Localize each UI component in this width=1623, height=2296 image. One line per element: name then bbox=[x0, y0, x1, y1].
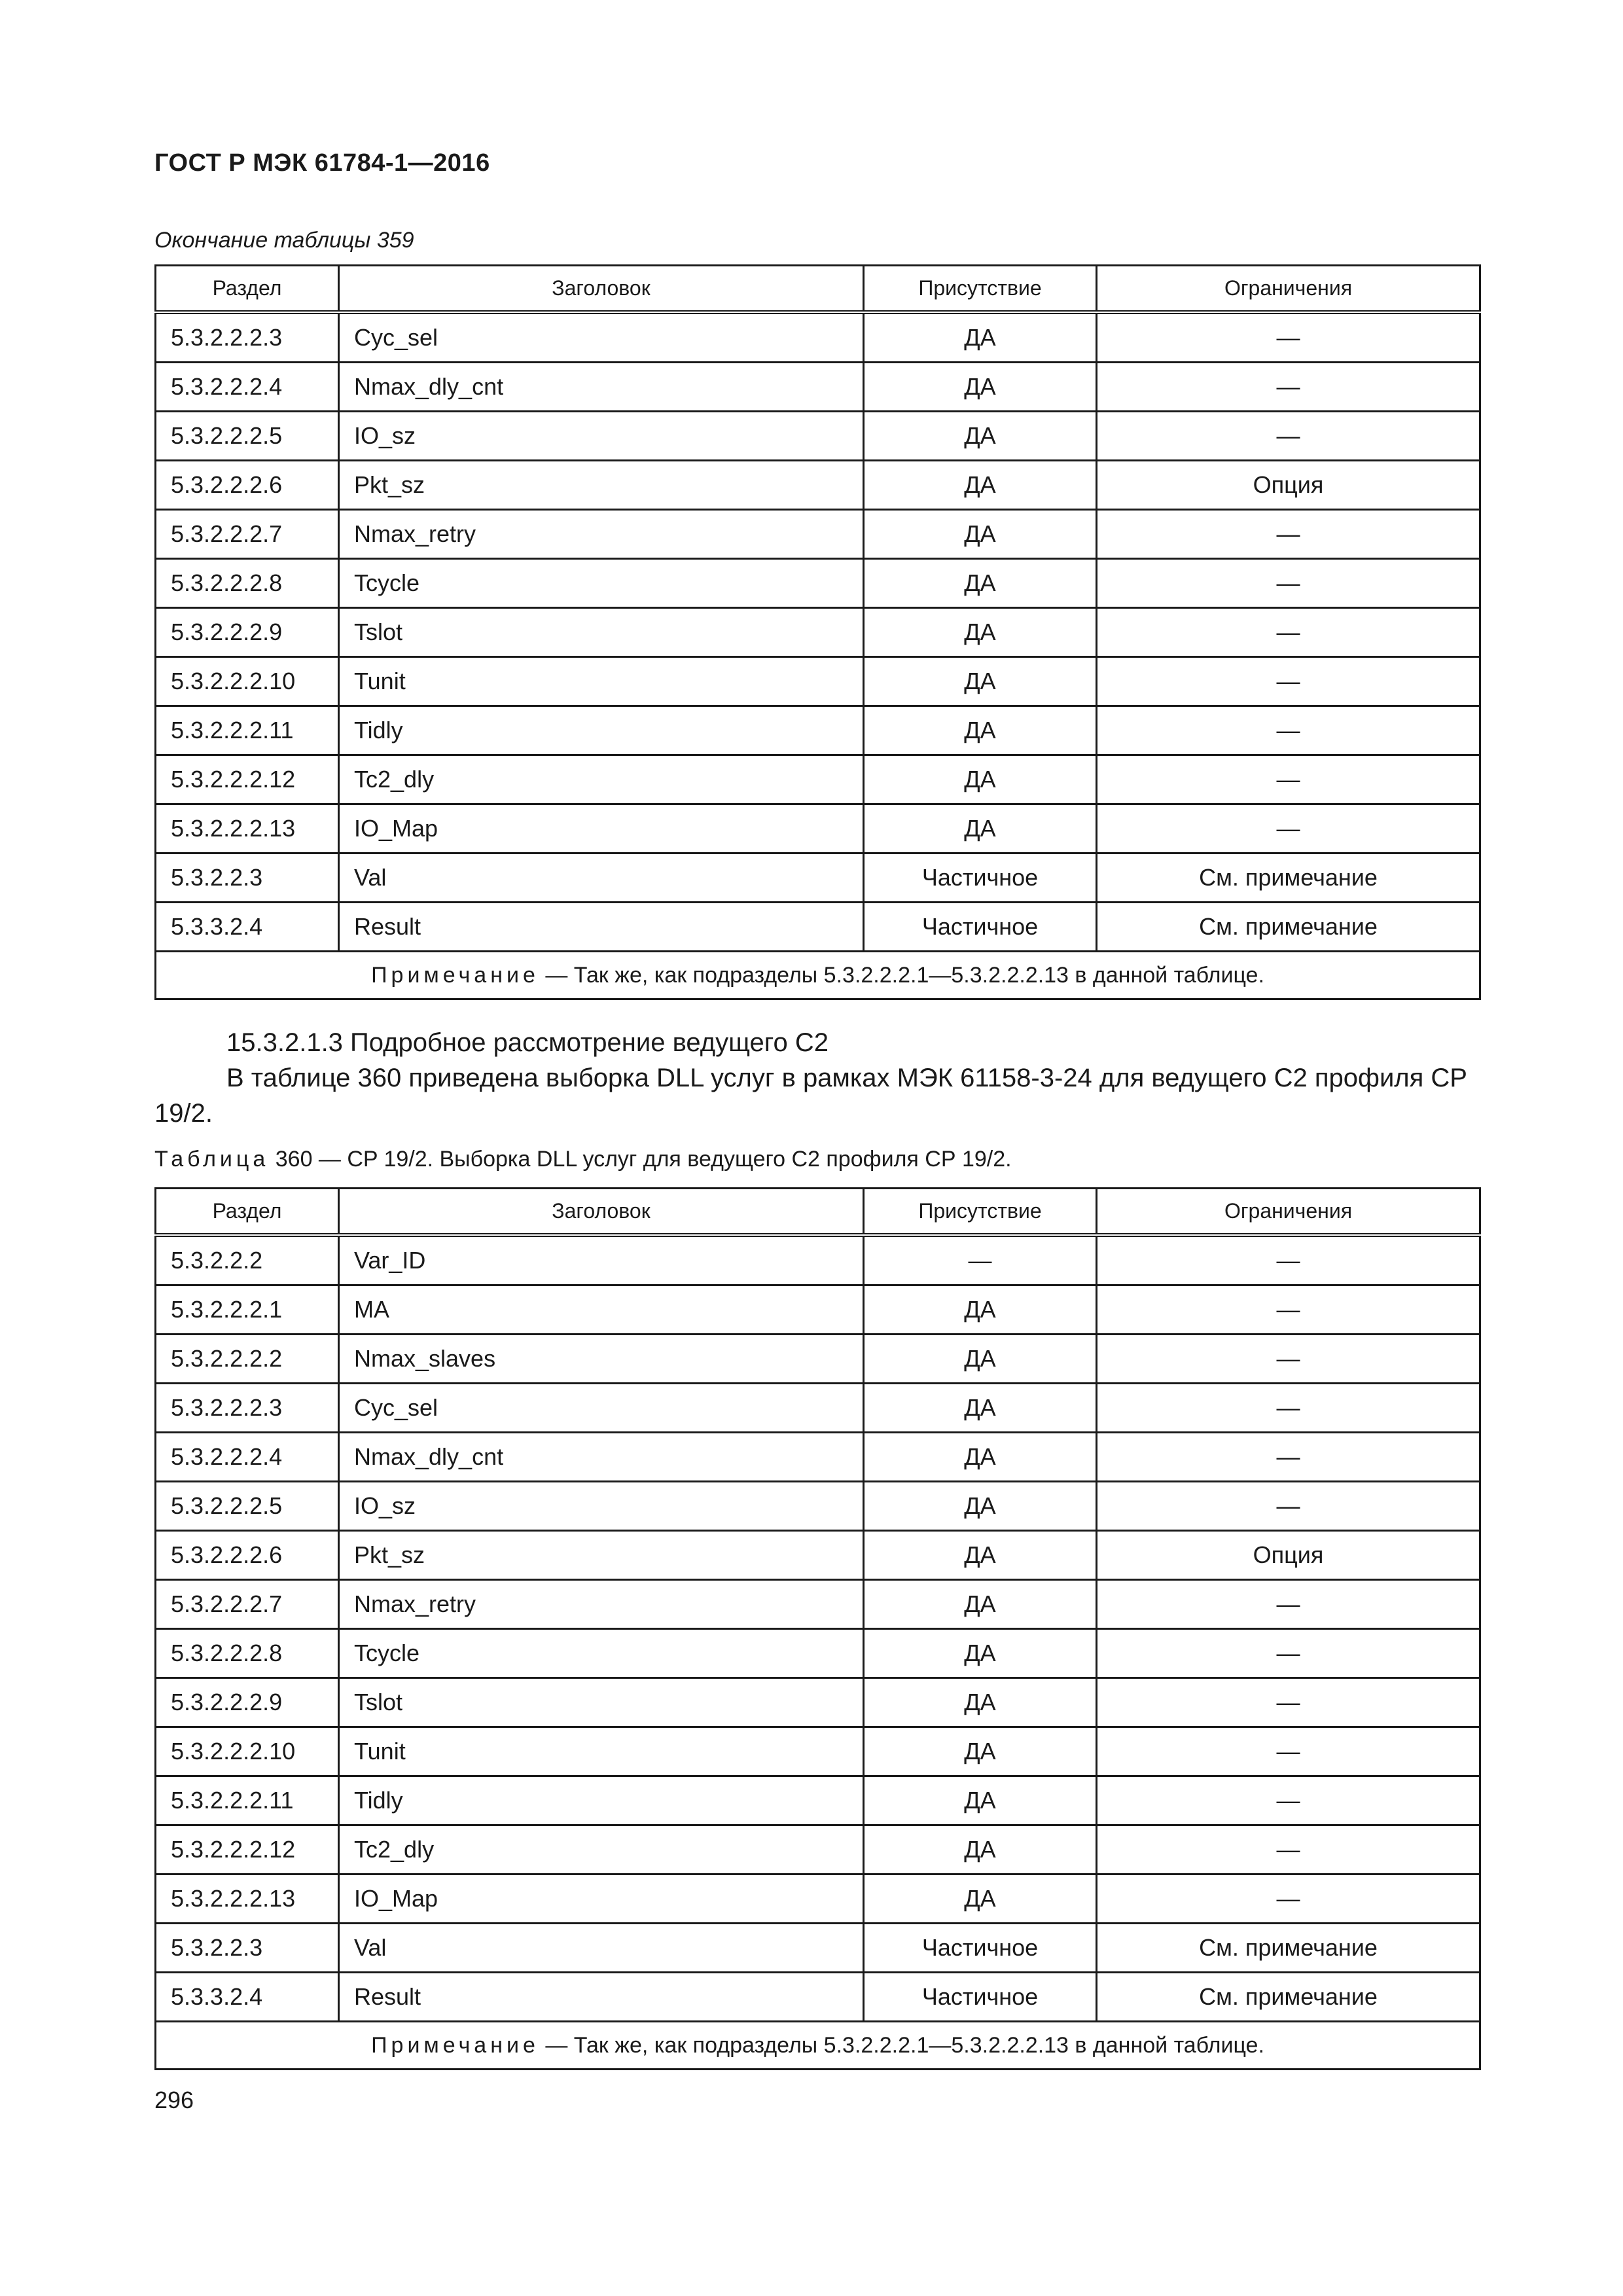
cell-title: IO_sz bbox=[339, 412, 864, 461]
table-row bbox=[156, 1384, 1480, 1433]
table-row bbox=[156, 1825, 1480, 1874]
cell-presence: ДА bbox=[864, 1629, 1097, 1678]
table-row bbox=[156, 1727, 1480, 1776]
cell-constraints: — bbox=[1097, 1825, 1480, 1874]
table-row bbox=[156, 1678, 1480, 1727]
table-row bbox=[156, 1580, 1480, 1629]
cell-constraints: — bbox=[1097, 1678, 1480, 1727]
cell-constraints: — bbox=[1097, 1727, 1480, 1776]
cell-presence: Частичное bbox=[864, 1924, 1097, 1973]
cell-presence: ДА bbox=[864, 706, 1097, 755]
column-header-section: Раздел bbox=[156, 1189, 339, 1236]
cell-title: Tcycle bbox=[339, 559, 864, 608]
cell-section: 5.3.2.2.2.12 bbox=[156, 755, 339, 804]
table-360-title bbox=[154, 1147, 1012, 1172]
cell-section: 5.3.2.2.2.4 bbox=[156, 1433, 339, 1482]
cell-section: 5.3.3.2.4 bbox=[156, 1973, 339, 2022]
cell-presence: ДА bbox=[864, 1384, 1097, 1433]
cell-constraints: — bbox=[1097, 657, 1480, 706]
note-label: Примечание bbox=[371, 2032, 539, 2058]
section-heading: 15.3.2.1.3 Подробное рассмотрение ведущего С2 bbox=[226, 1028, 829, 1057]
cell-constraints: — bbox=[1097, 1629, 1480, 1678]
table-row bbox=[156, 1335, 1480, 1384]
cell-constraints: — bbox=[1097, 1384, 1480, 1433]
cell-constraints: Опция bbox=[1097, 461, 1480, 510]
cell-presence: Частичное bbox=[864, 1973, 1097, 2022]
cell-section: 5.3.2.2.2.1 bbox=[156, 1285, 339, 1335]
table-row bbox=[156, 755, 1480, 804]
table-row bbox=[156, 1874, 1480, 1924]
cell-section: 5.3.2.2.2.11 bbox=[156, 706, 339, 755]
cell-section: 5.3.2.2.2.13 bbox=[156, 804, 339, 853]
cell-constraints: — bbox=[1097, 312, 1480, 363]
cell-title: Cyc_sel bbox=[339, 312, 864, 363]
table-note bbox=[156, 952, 1480, 999]
cell-presence: ДА bbox=[864, 1433, 1097, 1482]
column-header-title: Заголовок bbox=[339, 1189, 864, 1236]
cell-presence: ДА bbox=[864, 461, 1097, 510]
table-row bbox=[156, 903, 1480, 952]
cell-section: 5.3.2.2.2.3 bbox=[156, 1384, 339, 1433]
cell-constraints: — bbox=[1097, 510, 1480, 559]
cell-title: Pkt_sz bbox=[339, 1531, 864, 1580]
cell-constraints: — bbox=[1097, 1433, 1480, 1482]
cell-title: Pkt_sz bbox=[339, 461, 864, 510]
cell-constraints: — bbox=[1097, 1235, 1480, 1285]
cell-section: 5.3.2.2.2.3 bbox=[156, 312, 339, 363]
cell-section: 5.3.2.2.2.9 bbox=[156, 608, 339, 657]
table-row bbox=[156, 657, 1480, 706]
page-number: 296 bbox=[154, 2087, 194, 2113]
cell-title: IO_sz bbox=[339, 1482, 864, 1531]
cell-presence: ДА bbox=[864, 1335, 1097, 1384]
table-title-text: 360 — CP 19/2. Выборка DLL услуг для ведущего С2 профиля СР 19/2. bbox=[269, 1147, 1012, 1172]
cell-constraints: См. примечание bbox=[1097, 1973, 1480, 2022]
cell-presence: ДА bbox=[864, 559, 1097, 608]
table-row bbox=[156, 1285, 1480, 1335]
cell-presence: ДА bbox=[864, 1580, 1097, 1629]
cell-section: 5.3.2.2.2.4 bbox=[156, 363, 339, 412]
cell-constraints: — bbox=[1097, 1776, 1480, 1825]
cell-title: IO_Map bbox=[339, 1874, 864, 1924]
table-row bbox=[156, 312, 1480, 363]
cell-presence: ДА bbox=[864, 755, 1097, 804]
cell-presence: ДА bbox=[864, 1874, 1097, 1924]
cell-title: Tidly bbox=[339, 1776, 864, 1825]
table-row bbox=[156, 1973, 1480, 2022]
cell-constraints: — bbox=[1097, 1580, 1480, 1629]
cell-title: Val bbox=[339, 1924, 864, 1973]
table-note-row bbox=[156, 2022, 1480, 2070]
table-row bbox=[156, 363, 1480, 412]
cell-title: Nmax_dly_cnt bbox=[339, 1433, 864, 1482]
cell-presence: ДА bbox=[864, 510, 1097, 559]
cell-section: 5.3.2.2.3 bbox=[156, 853, 339, 903]
cell-constraints: См. примечание bbox=[1097, 903, 1480, 952]
table-row bbox=[156, 1531, 1480, 1580]
cell-section: 5.3.2.2.2.11 bbox=[156, 1776, 339, 1825]
table-row bbox=[156, 608, 1480, 657]
note-text: — Так же, как подразделы 5.3.2.2.2.1—5.3.2.2.2.13 в данной таблице. bbox=[539, 2032, 1264, 2058]
cell-title: Result bbox=[339, 903, 864, 952]
column-header-constraints: Ограничения bbox=[1097, 1189, 1480, 1236]
cell-section: 5.3.2.2.2.7 bbox=[156, 1580, 339, 1629]
cell-constraints: — bbox=[1097, 1482, 1480, 1531]
cell-section: 5.3.2.2.2.9 bbox=[156, 1678, 339, 1727]
table-row bbox=[156, 706, 1480, 755]
cell-title: Var_ID bbox=[339, 1235, 864, 1285]
cell-constraints: — bbox=[1097, 559, 1480, 608]
cell-constraints: — bbox=[1097, 1335, 1480, 1384]
table-row bbox=[156, 1629, 1480, 1678]
note-label: Примечание bbox=[371, 962, 539, 988]
cell-presence: Частичное bbox=[864, 853, 1097, 903]
column-header-section: Раздел bbox=[156, 266, 339, 313]
cell-presence: — bbox=[864, 1235, 1097, 1285]
table-row bbox=[156, 853, 1480, 903]
table-row bbox=[156, 559, 1480, 608]
table-header-row bbox=[156, 1189, 1480, 1236]
table-359 bbox=[154, 264, 1481, 1000]
cell-section: 5.3.2.2.2.5 bbox=[156, 1482, 339, 1531]
cell-presence: ДА bbox=[864, 1776, 1097, 1825]
cell-title: IO_Map bbox=[339, 804, 864, 853]
cell-title: Val bbox=[339, 853, 864, 903]
cell-title: Result bbox=[339, 1973, 864, 2022]
cell-presence: ДА bbox=[864, 1678, 1097, 1727]
cell-constraints: Опция bbox=[1097, 1531, 1480, 1580]
table-row bbox=[156, 1924, 1480, 1973]
table-359-continuation-caption: Окончание таблицы 359 bbox=[154, 228, 414, 253]
cell-title: Nmax_retry bbox=[339, 1580, 864, 1629]
cell-section: 5.3.2.2.2.7 bbox=[156, 510, 339, 559]
table-row bbox=[156, 1482, 1480, 1531]
table-row bbox=[156, 1433, 1480, 1482]
cell-section: 5.3.2.2.2.12 bbox=[156, 1825, 339, 1874]
table-row bbox=[156, 412, 1480, 461]
cell-presence: ДА bbox=[864, 1482, 1097, 1531]
cell-presence: ДА bbox=[864, 312, 1097, 363]
cell-section: 5.3.2.2.2.8 bbox=[156, 559, 339, 608]
cell-section: 5.3.2.2.2.5 bbox=[156, 412, 339, 461]
cell-section: 5.3.3.2.4 bbox=[156, 903, 339, 952]
cell-section: 5.3.2.2.2.10 bbox=[156, 1727, 339, 1776]
cell-title: Nmax_slaves bbox=[339, 1335, 864, 1384]
table-body bbox=[156, 312, 1480, 952]
cell-constraints: — bbox=[1097, 1285, 1480, 1335]
cell-presence: ДА bbox=[864, 1825, 1097, 1874]
column-header-constraints: Ограничения bbox=[1097, 266, 1480, 313]
cell-section: 5.3.2.2.2.10 bbox=[156, 657, 339, 706]
table-note-row bbox=[156, 952, 1480, 999]
cell-section: 5.3.2.2.2.6 bbox=[156, 461, 339, 510]
cell-presence: ДА bbox=[864, 363, 1097, 412]
cell-presence: ДА bbox=[864, 1285, 1097, 1335]
cell-title: MA bbox=[339, 1285, 864, 1335]
cell-presence: Частичное bbox=[864, 903, 1097, 952]
cell-constraints: — bbox=[1097, 804, 1480, 853]
table-row bbox=[156, 1776, 1480, 1825]
document-header: ГОСТ Р МЭК 61784-1—2016 bbox=[154, 149, 490, 177]
table-row bbox=[156, 804, 1480, 853]
cell-title: Tslot bbox=[339, 1678, 864, 1727]
cell-title: Cyc_sel bbox=[339, 1384, 864, 1433]
cell-presence: ДА bbox=[864, 1727, 1097, 1776]
cell-constraints: — bbox=[1097, 608, 1480, 657]
cell-title: Tc2_dly bbox=[339, 755, 864, 804]
table-row bbox=[156, 461, 1480, 510]
cell-constraints: — bbox=[1097, 755, 1480, 804]
cell-section: 5.3.2.2.3 bbox=[156, 1924, 339, 1973]
cell-title: Tunit bbox=[339, 1727, 864, 1776]
cell-constraints: — bbox=[1097, 412, 1480, 461]
cell-constraints: — bbox=[1097, 706, 1480, 755]
cell-presence: ДА bbox=[864, 608, 1097, 657]
cell-title: Tc2_dly bbox=[339, 1825, 864, 1874]
note-text: — Так же, как подразделы 5.3.2.2.2.1—5.3.2.2.2.13 в данной таблице. bbox=[539, 962, 1264, 988]
cell-constraints: — bbox=[1097, 363, 1480, 412]
cell-title: Tidly bbox=[339, 706, 864, 755]
cell-section: 5.3.2.2.2.2 bbox=[156, 1335, 339, 1384]
table-body bbox=[156, 1235, 1480, 2022]
cell-section: 5.3.2.2.2.13 bbox=[156, 1874, 339, 1924]
cell-section: 5.3.2.2.2 bbox=[156, 1235, 339, 1285]
cell-title: Nmax_dly_cnt bbox=[339, 363, 864, 412]
cell-presence: ДА bbox=[864, 412, 1097, 461]
column-header-presence: Присутствие bbox=[864, 266, 1097, 313]
cell-constraints: См. примечание bbox=[1097, 853, 1480, 903]
table-note bbox=[156, 2022, 1480, 2070]
cell-presence: ДА bbox=[864, 1531, 1097, 1580]
cell-constraints: — bbox=[1097, 1874, 1480, 1924]
cell-constraints: См. примечание bbox=[1097, 1924, 1480, 1973]
table-360 bbox=[154, 1187, 1481, 2070]
cell-title: Tcycle bbox=[339, 1629, 864, 1678]
cell-presence: ДА bbox=[864, 657, 1097, 706]
table-row bbox=[156, 510, 1480, 559]
cell-presence: ДА bbox=[864, 804, 1097, 853]
cell-title: Tslot bbox=[339, 608, 864, 657]
cell-title: Tunit bbox=[339, 657, 864, 706]
column-header-presence: Присутствие bbox=[864, 1189, 1097, 1236]
column-header-title: Заголовок bbox=[339, 266, 864, 313]
table-row bbox=[156, 1235, 1480, 1285]
cell-title: Nmax_retry bbox=[339, 510, 864, 559]
cell-section: 5.3.2.2.2.6 bbox=[156, 1531, 339, 1580]
table-title-label: Таблица bbox=[154, 1147, 270, 1172]
section-paragraph: В таблице 360 приведена выборка DLL услуг в рамках МЭК 61158-3-24 для ведущего С2 профиля СР 19/2. bbox=[154, 1064, 1467, 1128]
table-header-row bbox=[156, 266, 1480, 313]
cell-section: 5.3.2.2.2.8 bbox=[156, 1629, 339, 1678]
